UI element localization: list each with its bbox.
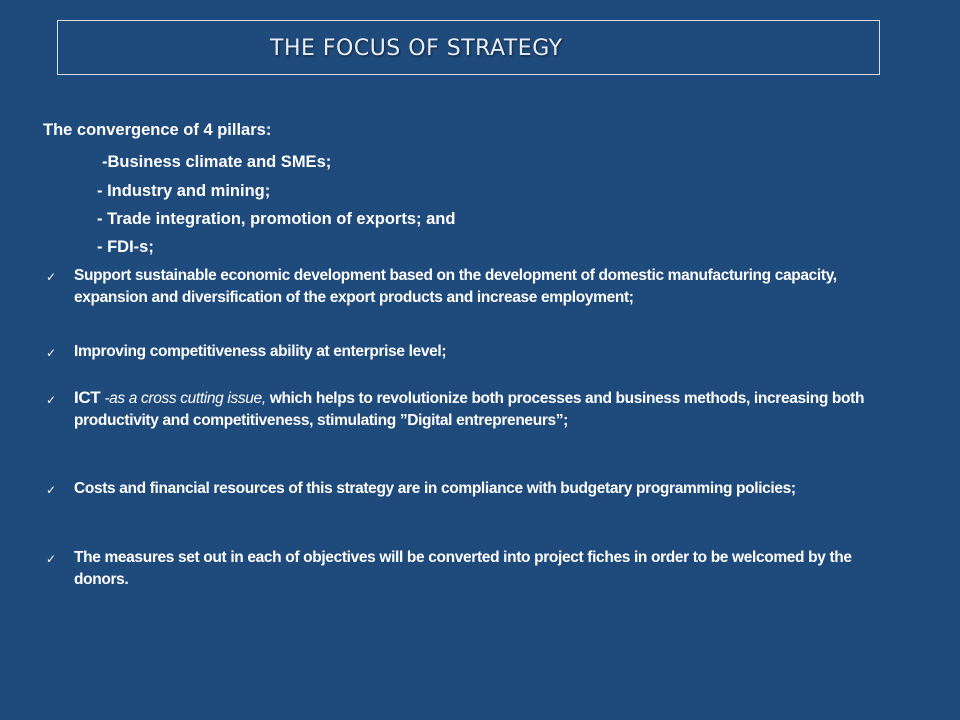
ict-italic-phrase: -as a cross cutting issue, [104,390,266,407]
checkmark-icon: ✓ [46,270,57,284]
checkmark-icon: ✓ [46,346,57,360]
checkmark-icon: ✓ [46,483,57,497]
intro-text: The convergence of 4 pillars: [43,121,272,139]
bullet-sustainable-development: Support sustainable economic development based on the development of domestic manufacturing capacity, expansion and diversification of the export products and increase employment; [74,267,837,306]
checkmark-icon: ✓ [46,393,57,407]
pillar-item: - Industry and mining; [97,182,271,200]
pillar-item: - FDI-s; [97,238,154,256]
bullet-costs: Costs and financial resources of this strategy are in compliance with budgetary programming policies; [74,480,796,497]
ict-label: ICT [74,388,101,407]
bullet-ict [74,387,904,432]
ict-description: which helps to revolutionize both processes and business methods, increasing both productivity and competitiveness, stimulating ”Digital entrepreneurs”; [74,390,865,429]
bullet-competitiveness: Improving competitiveness ability at enterprise level; [74,343,447,360]
bullet-measures: The measures set out in each of objectives will be converted into project fiches in order to be welcomed by the donors. [74,549,852,588]
pillar-item: - Trade integration, promotion of exports; and [97,210,456,228]
checkmark-icon: ✓ [46,552,57,566]
slide-title: THE FOCUS OF STRATEGY [270,36,563,61]
title-frame [57,20,880,75]
pillar-item: -Business climate and SMEs; [102,153,332,171]
